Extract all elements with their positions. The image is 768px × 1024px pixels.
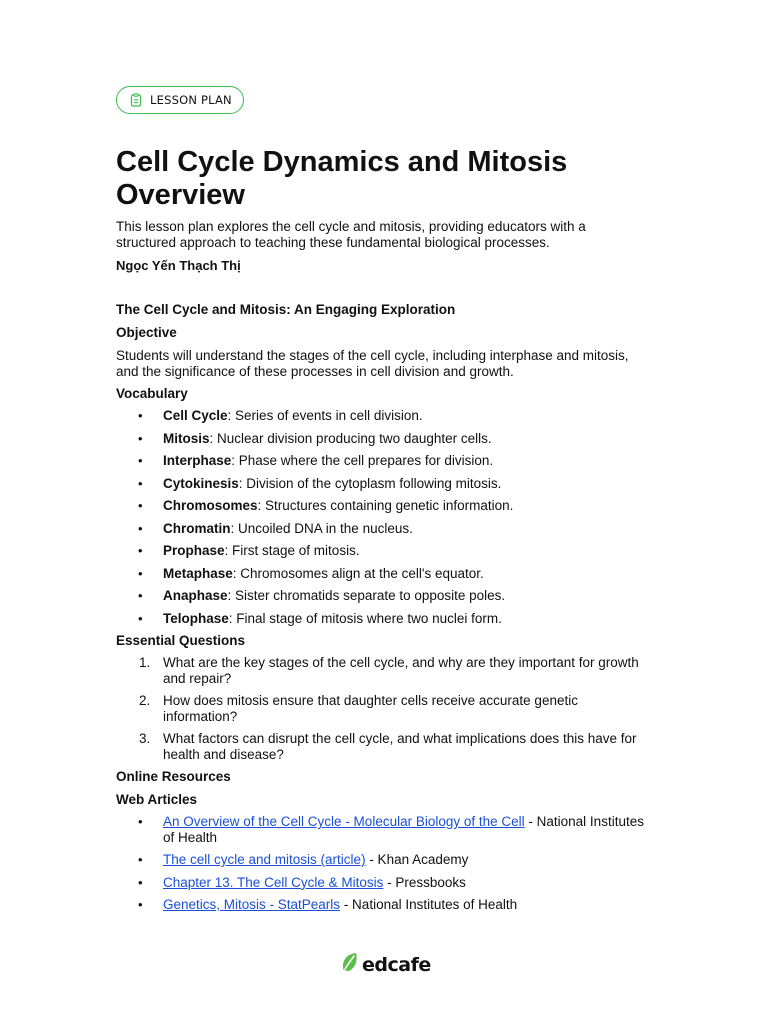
essential-questions-list: [116, 655, 646, 762]
list-item: 1. What are the key stages of the cell cycle, and why are they important for growth and repair?: [139, 655, 639, 686]
list-item: • Cell Cycle: Series of events in cell division.: [138, 408, 423, 423]
list-item: • Chromatin: Uncoiled DNA in the nucleus.: [138, 520, 413, 536]
web-articles-heading: Web Articles: [116, 792, 198, 807]
list-item: • Metaphase: Chromosomes align at the cell's equator.: [138, 565, 484, 581]
list-item: • Interphase: Phase where the cell prepares for division.: [138, 453, 494, 468]
bullet-icon: •: [138, 565, 143, 581]
list-item: • Cytokinesis: Division of the cytoplasm following mitosis.: [138, 475, 502, 491]
bullet-icon: •: [138, 520, 143, 536]
bullet-icon: •: [138, 498, 143, 513]
essential-questions-heading: Essential Questions: [116, 633, 246, 648]
bullet-icon: •: [138, 453, 143, 468]
bullet-icon: •: [138, 852, 143, 867]
list-item: • Mitosis: Nuclear division producing two daughter cells.: [138, 430, 492, 446]
brand-wordmark: edcafe: [362, 953, 431, 976]
footer-logo: [341, 952, 431, 977]
bullet-icon: •: [138, 543, 143, 558]
bullet-icon: •: [138, 610, 143, 626]
page-title: Cell Cycle Dynamics and Mitosis Overview: [116, 146, 568, 211]
list-item: 2. How does mitosis ensure that daughter cells receive accurate genetic information?: [139, 693, 578, 724]
list-item: • Chromosomes: Structures containing genetic information.: [138, 498, 514, 513]
intro-text: This lesson plan explores the cell cycle and mitosis, providing educators with a structured approach to teaching these fundamental biological processes.: [116, 219, 586, 250]
bullet-icon: •: [138, 408, 143, 423]
list-item: • Telophase: Final stage of mitosis where two nuclei form.: [138, 610, 502, 626]
section-title: The Cell Cycle and Mitosis: An Engaging Exploration: [116, 302, 456, 317]
bullet-icon: •: [138, 588, 143, 603]
bullet-icon: •: [138, 814, 143, 829]
clipboard-icon: [130, 93, 142, 107]
lesson-content: [116, 302, 646, 913]
list-item: • Genetics, Mitosis - StatPearls - National Institutes of Health: [138, 897, 518, 912]
resource-link[interactable]: The cell cycle and mitosis (article): [163, 852, 366, 867]
document-page: [116, 86, 646, 912]
bullet-icon: •: [138, 430, 143, 446]
objective-heading: Objective: [116, 325, 177, 340]
leaf-icon: [341, 952, 359, 977]
web-articles-list: [116, 814, 646, 913]
objective-text: Students will understand the stages of the cell cycle, including interphase and mitosis, and the significance of these processes in cell division and growth.: [116, 348, 629, 379]
author-name: Ngọc Yến Thạch Thị: [116, 258, 241, 273]
list-item: • Anaphase: Sister chromatids separate to opposite poles.: [138, 588, 506, 603]
list-item: • The cell cycle and mitosis (article) - Khan Academy: [138, 852, 469, 867]
badge-label: LESSON PLAN: [150, 93, 232, 107]
lesson-plan-badge: [116, 86, 244, 114]
list-item: • Chapter 13. The Cell Cycle & Mitosis - Pressbooks: [138, 874, 466, 890]
resource-link[interactable]: Chapter 13. The Cell Cycle & Mitosis: [163, 874, 384, 890]
vocabulary-list: [116, 408, 646, 626]
vocabulary-heading: Vocabulary: [116, 386, 188, 401]
resource-link[interactable]: An Overview of the Cell Cycle - Molecular Biology of the Cell: [163, 814, 525, 829]
resource-link[interactable]: Genetics, Mitosis - StatPearls: [163, 897, 341, 912]
bullet-icon: •: [138, 874, 143, 890]
bullet-icon: •: [138, 897, 143, 912]
list-item: • An Overview of the Cell Cycle - Molecular Biology of the Cell - National Institutes of Health: [138, 814, 644, 845]
list-item: 3. What factors can disrupt the cell cycle, and what implications does this have for health and disease?: [139, 731, 637, 762]
bullet-icon: •: [138, 475, 143, 491]
online-resources-heading: Online Resources: [116, 769, 231, 784]
list-item: • Prophase: First stage of mitosis.: [138, 543, 360, 558]
